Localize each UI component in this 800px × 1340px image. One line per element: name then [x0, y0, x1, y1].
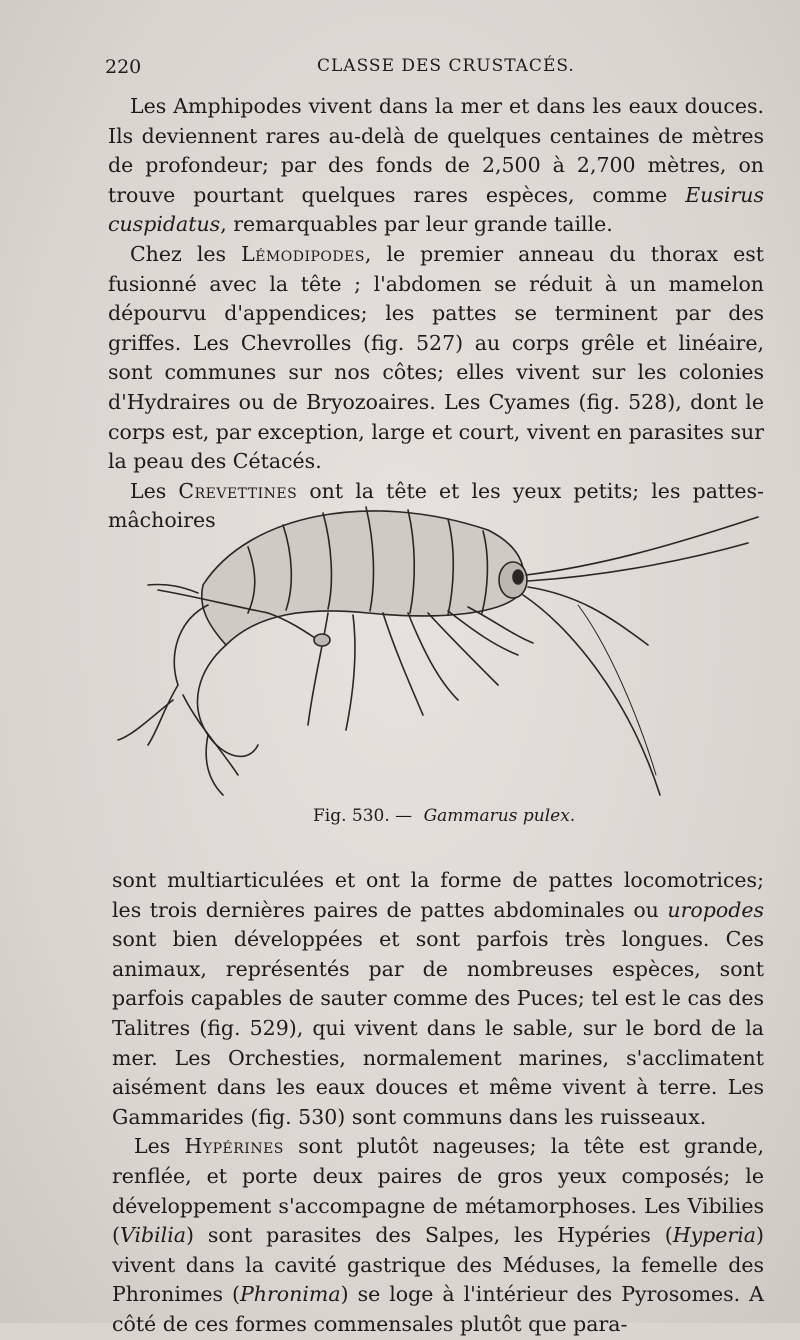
- paragraph-text: ) sont parasites des Salpes, les Hypéries (: [186, 1223, 673, 1248]
- paragraph-text: ) se loge à l'intérieur des Pyrosomes. A côté de ces formes commensales plutôt que para-: [112, 1282, 764, 1336]
- genus-name: Hyperia: [672, 1223, 756, 1248]
- paragraph-text: ) vivent dans la cavité gastrique des Méduses, la femelle des Phronimes (: [112, 1223, 764, 1307]
- term-uropodes: uropodes: [667, 897, 764, 922]
- running-head: CLASSE DES CRUSTACÉS.: [317, 56, 575, 76]
- paragraph-text: Les: [134, 1134, 185, 1159]
- paragraph-text: Les: [130, 478, 179, 503]
- genus-name: Vibilia: [120, 1223, 187, 1248]
- taxon-term: Crevettines: [178, 478, 298, 503]
- gammarus-engraving: [108, 495, 768, 805]
- caption-species: Gammarus pulex.: [423, 806, 576, 826]
- paragraph-hyperines: [112, 1132, 764, 1339]
- paragraph-text: Les Amphipodes vivent dans la mer et dans les eaux douces. Ils deviennent rares au-delà de quelques centaines de mètres de profondeur; par des fonds de 2,500 à 2,700 mètres, on trouve pourtant quelques rares espèces, comme: [108, 94, 764, 207]
- caption-label: Fig. 530. —: [313, 806, 413, 826]
- paragraph-text: sont bien développées et sont parfois très longues. Ces animaux, représentés par de nombreuses espèces, sont parfois capables de sauter comme des Puces; tel est le cas des Talitres (fig. 529), qui vivent dans le sable, sur le bord de la mer. Les Orchesties, normalement marines, s'acclimatent aisément dans les eaux douces et même vivent à terre. Les Gammarides (fig. 530) sont communs dans les ruisseaux.: [112, 927, 764, 1129]
- page-number: 220: [105, 56, 142, 78]
- species-name: Eusirus cuspidatus: [108, 182, 764, 237]
- paragraph-text: ont la tête et les yeux petits; les pattes-mâchoires: [108, 478, 764, 533]
- taxon-term: Hypérines: [184, 1134, 284, 1159]
- paragraph-amphipodes: [108, 92, 764, 240]
- figure-gammarus-illustration: [108, 495, 768, 805]
- paragraph-text: , remarquables par leur grande taille.: [220, 212, 613, 237]
- text-block-top: [108, 92, 764, 536]
- figure-caption: [313, 806, 575, 826]
- genus-name: Phronima: [240, 1282, 341, 1307]
- paragraph-crevettines-cont: [112, 866, 764, 1132]
- paragraph-text: Chez les: [130, 241, 242, 266]
- paragraph-lemodipodes: [108, 240, 764, 477]
- text-block-bottom: [112, 866, 764, 1340]
- paragraph-text: , le premier anneau du thorax est fusionné avec la tête ; l'abdomen se réduit à un mamelon dépourvu d'appendices; les pattes se terminent par des griffes. Les Chevrolles (fig. 527) au corps grêle et linéaire, sont communes sur nos côtes; elles vivent sur les colonies d'Hydraires ou de Bryozoaires. Les Cyames (fig. 528), dont le corps est, par exception, large et court, vivent en parasites sur la peau des Cétacés.: [108, 241, 764, 474]
- paragraph-text: sont plutôt nageuses; la tête est grande, renflée, et porte deux paires de gros yeux composés; le développement s'accompagne de métamorphoses. Les Vibilies (: [112, 1134, 764, 1248]
- paragraph-text: sont multiarticulées et ont la forme de pattes locomotrices; les trois dernières paires de pattes abdominales ou: [112, 868, 764, 922]
- taxon-term: Lémodipodes: [241, 241, 365, 266]
- page-header: [105, 56, 705, 84]
